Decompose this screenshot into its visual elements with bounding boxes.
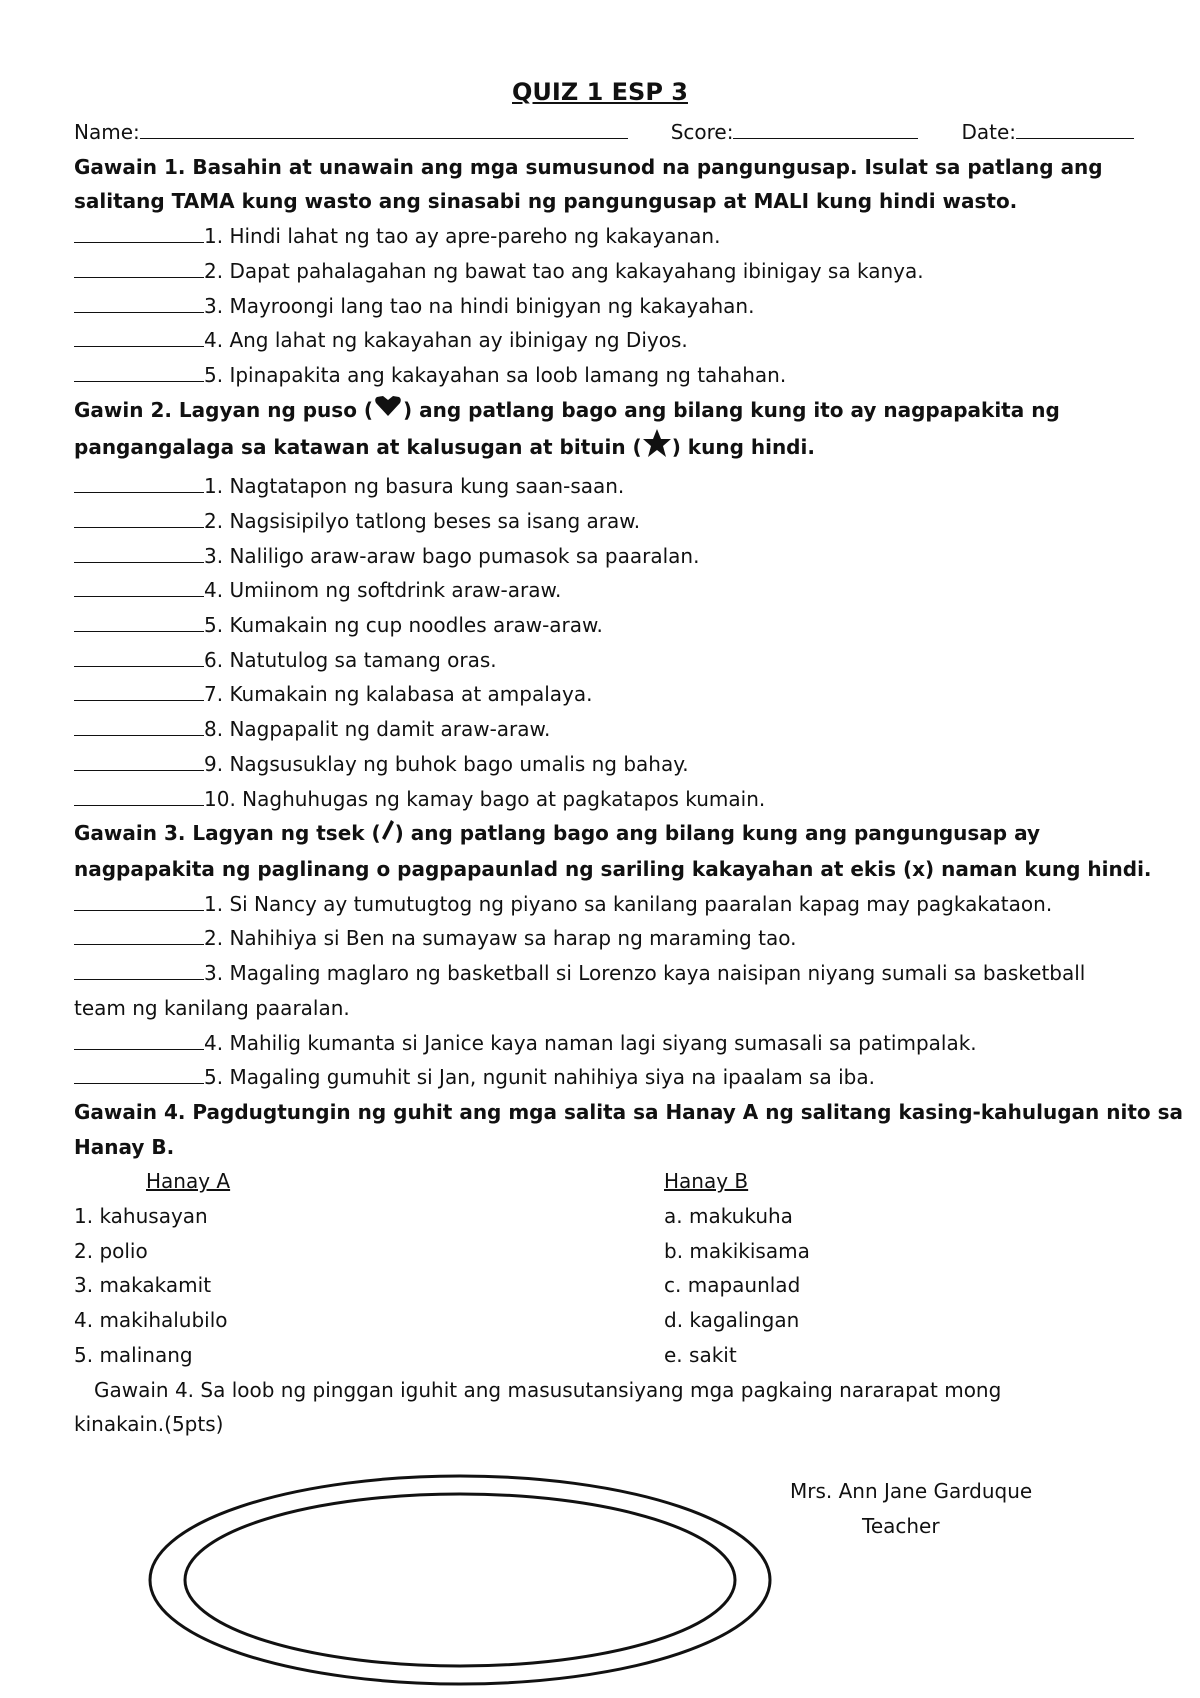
gawain4-instruction-1: Gawain 4. Pagdugtungin ng guhit ang mga salita sa Hanay A ng salitang kasing-kahulugan nito sa xyxy=(74,1099,1183,1124)
answer-blank[interactable] xyxy=(74,609,204,632)
item-text: 7. Kumakain ng kalabasa at ampalaya. xyxy=(204,682,593,707)
date-label: Date: xyxy=(961,120,1016,144)
heart-icon xyxy=(373,394,403,429)
gawain2-item xyxy=(74,573,1134,608)
answer-blank[interactable] xyxy=(74,470,204,493)
hanay-a-item[interactable]: 5. malinang xyxy=(74,1342,193,1367)
quiz-content xyxy=(74,115,1183,1442)
instruction-text: ) kung hindi. xyxy=(671,435,815,460)
answer-blank[interactable] xyxy=(74,957,204,980)
gawain1-item xyxy=(74,289,1134,324)
hanay-a-item[interactable]: 1. kahusayan xyxy=(74,1204,208,1229)
answer-blank[interactable] xyxy=(74,220,204,243)
gawain1-item xyxy=(74,323,1134,358)
item-text: 3. Naliligo araw-araw bago pumasok sa paaralan. xyxy=(204,543,700,568)
gawain3-instruction-1 xyxy=(74,816,1134,852)
gawain1-item xyxy=(74,358,1134,393)
item-text: 3. Mayroongi lang tao na hindi binigyan ng kakayahan. xyxy=(204,293,755,318)
hanay-b-column xyxy=(664,1164,1134,1372)
gawain1-instruction-2: salitang TAMA kung wasto ang sinasabi ng pangungusap at MALI kung hindi wasto. xyxy=(74,189,1018,214)
answer-blank[interactable] xyxy=(74,255,204,278)
instruction-text: ) ang patlang bago ang bilang kung ito ay nagpapakita ng xyxy=(403,397,1060,422)
gawain3-item xyxy=(74,1060,1134,1095)
answer-blank[interactable] xyxy=(74,678,204,701)
item-text: 4. Mahilig kumanta si Janice kaya naman lagi siyang sumasali sa patimpalak. xyxy=(204,1030,977,1055)
gawain1-instruction-1: Gawain 1. Basahin at unawain ang mga sumusunod na pangungusap. Isulat sa patlang ang xyxy=(74,154,1103,179)
name-blank[interactable] xyxy=(140,118,628,139)
score-field[interactable] xyxy=(671,115,919,150)
answer-blank[interactable] xyxy=(74,644,204,667)
item-text: 6. Natutulog sa tamang oras. xyxy=(204,647,497,672)
item-text: 5. Kumakain ng cup noodles araw-araw. xyxy=(204,612,603,637)
item-text: 2. Nagsisipilyo tatlong beses sa isang araw. xyxy=(204,508,641,533)
item-text: 4. Ang lahat ng kakayahan ay ibinigay ng Diyos. xyxy=(204,328,688,353)
gawain3-item xyxy=(74,956,1134,991)
hanay-a-item[interactable]: 3. makakamit xyxy=(74,1273,212,1298)
plate-drawing-area[interactable] xyxy=(145,1470,775,1694)
answer-blank[interactable] xyxy=(74,574,204,597)
check-icon xyxy=(381,817,395,852)
hanay-b-item[interactable]: b. makikisama xyxy=(664,1238,810,1263)
gawain2-instruction-2 xyxy=(74,428,1134,469)
hanay-b-item[interactable]: d. kagalingan xyxy=(664,1308,800,1333)
answer-blank[interactable] xyxy=(74,324,204,347)
score-blank[interactable] xyxy=(733,118,918,139)
gawain2-item xyxy=(74,504,1134,539)
teacher-role: Teacher xyxy=(862,1514,940,1538)
header-row xyxy=(74,115,1134,150)
gawain3-item xyxy=(74,887,1134,922)
matching-columns xyxy=(74,1164,1134,1372)
gawain2-item xyxy=(74,712,1134,747)
answer-blank[interactable] xyxy=(74,713,204,736)
plate-icon xyxy=(145,1470,775,1690)
hanay-a-item[interactable]: 2. polio xyxy=(74,1238,148,1263)
answer-blank[interactable] xyxy=(74,922,204,945)
hanay-b-item[interactable]: c. mapaunlad xyxy=(664,1273,801,1298)
gawain4b-instruction-2: kinakain.(5pts) xyxy=(74,1412,224,1437)
hanay-b-item[interactable]: a. makukuha xyxy=(664,1204,793,1229)
score-label: Score: xyxy=(670,120,734,144)
gawain2-item xyxy=(74,539,1134,574)
gawain4b-instruction-1: Gawain 4. Sa loob ng pinggan iguhit ang masusutansiyang mga pagkaing nararapat mong xyxy=(94,1377,1002,1402)
gawain2-item xyxy=(74,608,1134,643)
item-text: 1. Si Nancy ay tumutugtog ng piyano sa kanilang paaralan kapag may pagkakataon. xyxy=(204,891,1053,916)
item-text: 8. Nagpapalit ng damit araw-araw. xyxy=(204,717,551,742)
date-field[interactable] xyxy=(961,115,1134,150)
item-text: 5. Ipinapakita ang kakayahan sa loob lamang ng tahahan. xyxy=(204,362,787,387)
gawain2-item xyxy=(74,677,1134,712)
item-text: 1. Hindi lahat ng tao ay apre-pareho ng kakayanan. xyxy=(204,224,721,249)
item-text: 2. Nahihiya si Ben na sumayaw sa harap ng maraming tao. xyxy=(204,926,797,951)
instruction-text: Gawin 2. Lagyan ng puso ( xyxy=(74,397,374,422)
answer-blank[interactable] xyxy=(74,888,204,911)
gawain2-item xyxy=(74,469,1134,504)
name-label: Name: xyxy=(74,120,140,144)
gawain2-item xyxy=(74,643,1134,678)
item-text: 5. Magaling gumuhit si Jan, ngunit nahihiya siya na ipaalam sa iba. xyxy=(204,1065,875,1090)
item-text: 2. Dapat pahalagahan ng bawat tao ang kakayahang ibinigay sa kanya. xyxy=(204,258,924,283)
item-text: 10. Naghuhugas ng kamay bago at pagkatapos kumain. xyxy=(204,786,766,811)
gawain3-item xyxy=(74,921,1134,956)
gawain2-instruction-1 xyxy=(74,393,1134,429)
gawain4-instruction-2: Hanay B. xyxy=(74,1134,175,1159)
gawain1-item xyxy=(74,219,1134,254)
item-text: 3. Magaling maglaro ng basketball si Lorenzo kaya naisipan niyang sumali sa basketball xyxy=(204,961,1086,986)
answer-blank[interactable] xyxy=(74,290,204,313)
hanay-b-heading: Hanay B xyxy=(664,1169,749,1194)
gawain2-item xyxy=(74,747,1134,782)
hanay-a-item[interactable]: 4. makihalubilo xyxy=(74,1308,228,1333)
hanay-b-item[interactable]: e. sakit xyxy=(664,1342,737,1367)
answer-blank[interactable] xyxy=(74,748,204,771)
instruction-text: pangangalaga sa katawan at kalusugan at bituin ( xyxy=(74,435,642,460)
hanay-a-column xyxy=(74,1164,664,1372)
gawain3-instruction-2: nagpapakita ng paglinang o pagpapaunlad ng sariling kakayahan at ekis (x) naman kung hindi. xyxy=(74,857,1152,882)
item-text: 4. Umiinom ng softdrink araw-araw. xyxy=(204,578,562,603)
answer-blank[interactable] xyxy=(74,359,204,382)
date-blank[interactable] xyxy=(1016,118,1134,139)
gawain2-item xyxy=(74,782,1134,817)
page-title: QUIZ 1 ESP 3 xyxy=(512,78,688,106)
gawain3-item-continuation: team ng kanilang paaralan. xyxy=(74,995,350,1020)
answer-blank[interactable] xyxy=(74,1027,204,1050)
hanay-a-heading: Hanay A xyxy=(146,1169,231,1194)
teacher-name: Mrs. Ann Jane Garduque xyxy=(790,1479,1033,1503)
gawain3-item xyxy=(74,1026,1134,1061)
answer-blank[interactable] xyxy=(74,505,204,528)
answer-blank[interactable] xyxy=(74,1061,204,1084)
item-text: 1. Nagtatapon ng basura kung saan-saan. xyxy=(204,474,625,499)
item-text: 9. Nagsusuklay ng buhok bago umalis ng bahay. xyxy=(204,751,689,776)
answer-blank[interactable] xyxy=(74,783,204,806)
answer-blank[interactable] xyxy=(74,540,204,563)
instruction-text: ) ang patlang bago ang bilang kung ang pangungusap ay xyxy=(394,821,1040,846)
teacher-signature xyxy=(790,1474,1090,1544)
gawain1-item xyxy=(74,254,1134,289)
star-icon xyxy=(642,428,672,469)
name-field[interactable] xyxy=(74,115,628,150)
instruction-text: Gawain 3. Lagyan ng tsek ( xyxy=(74,821,381,846)
